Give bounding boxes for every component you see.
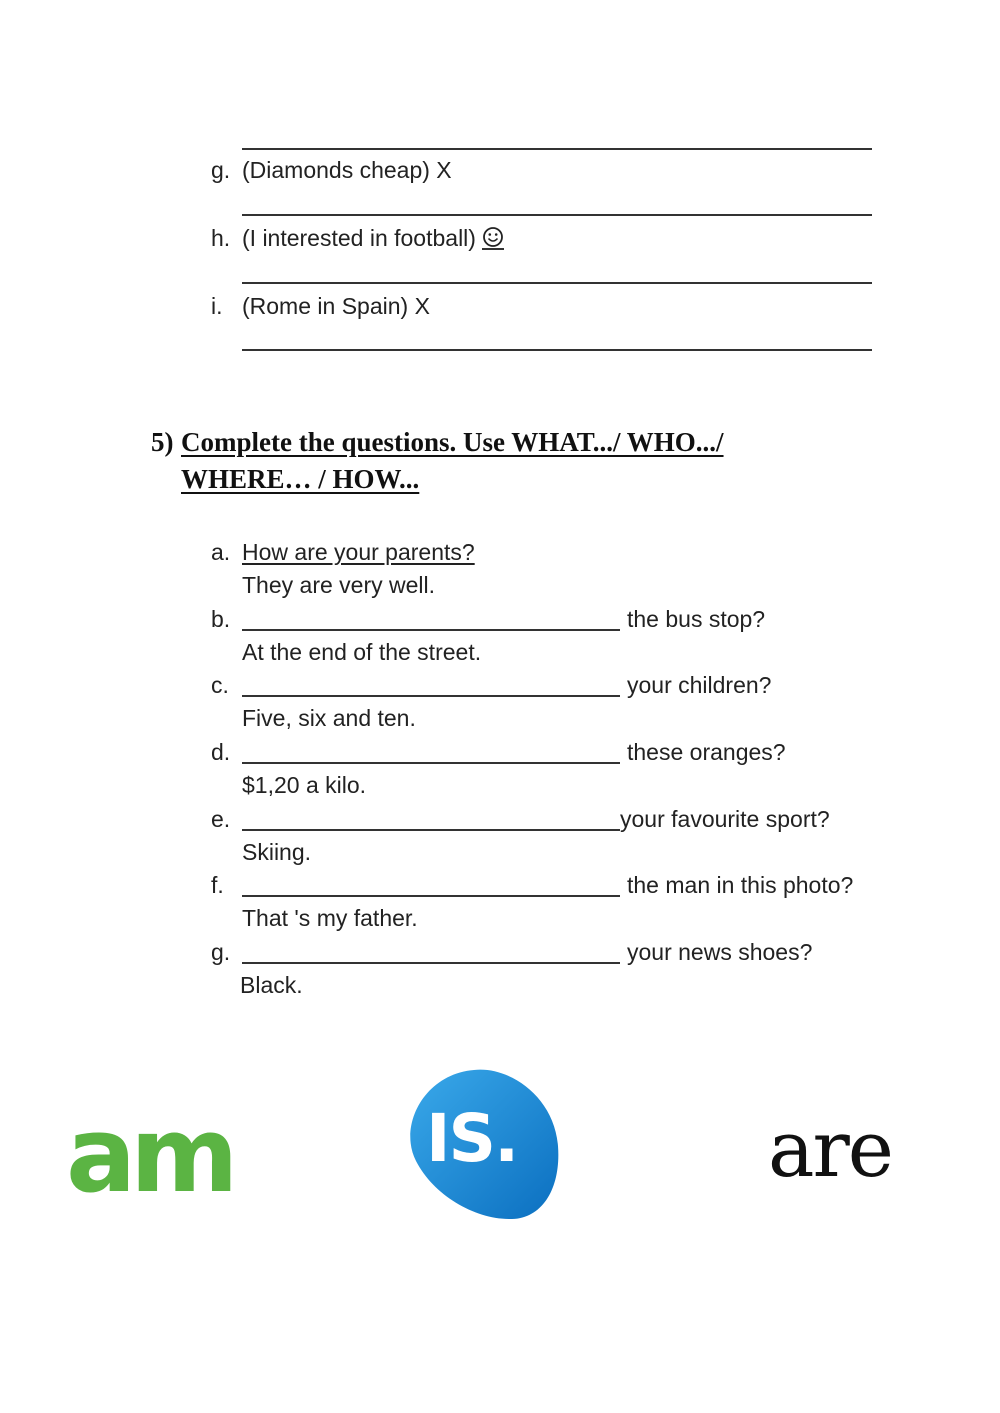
answer-line[interactable] — [242, 214, 872, 216]
answer-text: At the end of the street. — [242, 639, 482, 665]
section-title — [181, 424, 724, 498]
question-blank[interactable] — [242, 895, 620, 897]
list-letter: c. — [211, 672, 229, 698]
answer-text: Black. — [240, 972, 303, 998]
word-are-image[interactable] — [768, 1105, 908, 1200]
list-letter: a. — [211, 539, 231, 565]
question-blank[interactable] — [242, 962, 620, 964]
question-text: these oranges? — [627, 739, 786, 765]
list-item-text: (Rome in Spain) X — [242, 293, 430, 319]
word-is: IS. — [426, 1100, 518, 1177]
answer-line[interactable] — [242, 148, 872, 150]
question-text: your favourite sport? — [620, 806, 830, 832]
word-am-image[interactable] — [66, 1094, 271, 1216]
section-number: 5) — [151, 427, 174, 457]
word-am: am — [66, 1094, 233, 1216]
list-letter: g. — [211, 939, 231, 965]
section-title-line1: Complete the questions. Use WHAT.../ WHO.../ — [181, 427, 724, 457]
question-text: your children? — [627, 672, 772, 698]
list-item-label: (I interested in football) — [242, 225, 476, 251]
question-text: your news shoes? — [627, 939, 813, 965]
question-blank[interactable] — [242, 695, 620, 697]
list-letter: f. — [211, 872, 224, 898]
list-letter: i. — [211, 293, 223, 319]
question-text: the man in this photo? — [627, 872, 854, 898]
list-item-text: (Diamonds cheap) X — [242, 157, 452, 183]
list-letter: b. — [211, 606, 231, 632]
answer-line[interactable] — [242, 349, 872, 351]
answer-text: Skiing. — [242, 839, 312, 865]
list-letter: g. — [211, 157, 231, 183]
question-blank[interactable] — [242, 762, 620, 764]
question-text: the bus stop? — [627, 606, 766, 632]
question-example: How are your parents? — [242, 539, 475, 565]
question-blank[interactable] — [242, 629, 620, 631]
smiley-face-icon — [482, 226, 504, 250]
word-is-image[interactable] — [404, 1066, 562, 1222]
word-are: are — [768, 1105, 892, 1195]
list-letter: e. — [211, 806, 231, 832]
question-blank[interactable] — [242, 829, 620, 831]
answer-text: $1,20 a kilo. — [242, 772, 367, 798]
list-item-text — [242, 224, 504, 252]
answer-text: They are very well. — [242, 572, 436, 598]
list-letter: d. — [211, 739, 231, 765]
section-title-line2: WHERE… / HOW... — [181, 464, 420, 494]
answer-text: Five, six and ten. — [242, 705, 416, 731]
answer-line[interactable] — [242, 282, 872, 284]
answer-text: That 's my father. — [242, 905, 418, 931]
list-letter: h. — [211, 225, 231, 251]
